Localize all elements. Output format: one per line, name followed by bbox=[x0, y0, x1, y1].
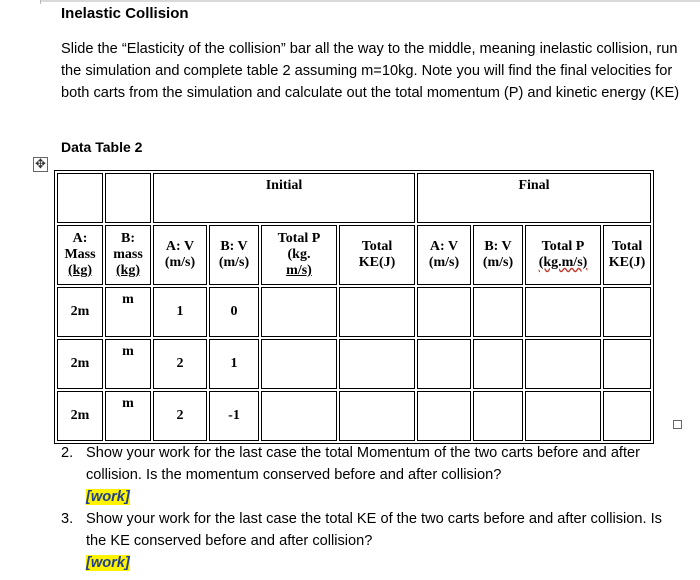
cell-total-ke[interactable] bbox=[339, 287, 415, 337]
cell-final-total-momentum[interactable] bbox=[525, 287, 601, 337]
cell-final-total-momentum[interactable] bbox=[525, 391, 601, 441]
cell-a-velocity[interactable]: 2 bbox=[153, 391, 207, 441]
cell-a-mass[interactable]: 2m bbox=[57, 391, 103, 441]
group-header-initial[interactable]: Initial bbox=[153, 173, 415, 223]
cell-total-momentum[interactable] bbox=[261, 339, 337, 389]
table-row bbox=[57, 391, 651, 441]
cell-b-velocity[interactable]: 1 bbox=[209, 339, 259, 389]
table-row bbox=[57, 339, 651, 389]
question-number: 3. bbox=[61, 511, 74, 527]
questions-list bbox=[61, 442, 686, 574]
cell-b-mass[interactable]: m bbox=[105, 287, 151, 337]
table-title: Data Table 2 bbox=[61, 139, 143, 155]
cell-total-momentum[interactable] bbox=[261, 391, 337, 441]
cell-a-mass[interactable]: 2m bbox=[57, 339, 103, 389]
group-header-final[interactable]: Final bbox=[417, 173, 651, 223]
cell-a-velocity[interactable]: 1 bbox=[153, 287, 207, 337]
page-corner-mark bbox=[40, 0, 41, 4]
cell-final-a-velocity[interactable] bbox=[417, 287, 471, 337]
cell-total-momentum[interactable] bbox=[261, 287, 337, 337]
col-header-b-velocity[interactable]: B: V (m/s) bbox=[209, 225, 259, 285]
table-resize-handle-icon[interactable] bbox=[673, 420, 682, 429]
header-cell-empty[interactable] bbox=[105, 173, 151, 223]
table-row bbox=[57, 287, 651, 337]
group-header-row bbox=[57, 173, 651, 223]
cell-total-ke[interactable] bbox=[339, 391, 415, 441]
list-item bbox=[61, 442, 686, 508]
cell-b-mass[interactable]: m bbox=[105, 391, 151, 441]
column-header-row bbox=[57, 225, 651, 285]
cell-b-velocity[interactable]: -1 bbox=[209, 391, 259, 441]
col-header-a-velocity[interactable]: A: V (m/s) bbox=[153, 225, 207, 285]
col-header-final-total-momentum[interactable]: Total P (kg.m/s) bbox=[525, 225, 601, 285]
cell-final-total-ke[interactable] bbox=[603, 339, 651, 389]
question-text: Show your work for the last case the total Momentum of the two carts before and after collision. Is the momentum conserved before and after collision? bbox=[86, 445, 641, 483]
cell-final-total-momentum[interactable] bbox=[525, 339, 601, 389]
data-table-2 bbox=[54, 170, 654, 444]
cell-a-mass[interactable]: 2m bbox=[57, 287, 103, 337]
work-placeholder[interactable]: [work] bbox=[86, 555, 130, 571]
col-header-a-mass[interactable]: A: Mass (kg) bbox=[57, 225, 103, 285]
work-placeholder[interactable]: [work] bbox=[86, 489, 130, 505]
cell-final-a-velocity[interactable] bbox=[417, 339, 471, 389]
section-title: Inelastic Collision bbox=[61, 5, 189, 22]
cell-final-b-velocity[interactable] bbox=[473, 391, 523, 441]
list-item bbox=[61, 508, 686, 574]
cell-b-velocity[interactable]: 0 bbox=[209, 287, 259, 337]
question-text: Show your work for the last case the total KE of the two carts before and after collision. Is the KE conserved before and after collision? bbox=[86, 511, 662, 549]
instructions-paragraph: Slide the “Elasticity of the collision” bar all the way to the middle, meaning inelastic collision, run the simulation and complete table 2 assuming m=10kg. Note you will find the final velocities for both carts from the simulation and calculate out the total momentum (P) and kinetic energy (KE) bbox=[61, 41, 680, 101]
cell-b-mass[interactable]: m bbox=[105, 339, 151, 389]
cell-final-b-velocity[interactable] bbox=[473, 287, 523, 337]
cell-total-ke[interactable] bbox=[339, 339, 415, 389]
cell-final-total-ke[interactable] bbox=[603, 391, 651, 441]
cell-final-b-velocity[interactable] bbox=[473, 339, 523, 389]
page-top-border bbox=[40, 0, 700, 2]
cell-final-a-velocity[interactable] bbox=[417, 391, 471, 441]
cell-final-total-ke[interactable] bbox=[603, 287, 651, 337]
table-move-handle-icon[interactable]: ✥ bbox=[33, 157, 48, 172]
col-header-total-ke[interactable]: Total KE(J) bbox=[339, 225, 415, 285]
col-header-final-b-velocity[interactable]: B: V (m/s) bbox=[473, 225, 523, 285]
col-header-b-mass[interactable]: B: mass (kg) bbox=[105, 225, 151, 285]
col-header-final-a-velocity[interactable]: A: V (m/s) bbox=[417, 225, 471, 285]
question-number: 2. bbox=[61, 445, 74, 461]
col-header-final-total-ke[interactable]: Total KE(J) bbox=[603, 225, 651, 285]
cell-a-velocity[interactable]: 2 bbox=[153, 339, 207, 389]
col-header-total-momentum[interactable]: Total P (kg. m/s) bbox=[261, 225, 337, 285]
header-cell-empty[interactable] bbox=[57, 173, 103, 223]
